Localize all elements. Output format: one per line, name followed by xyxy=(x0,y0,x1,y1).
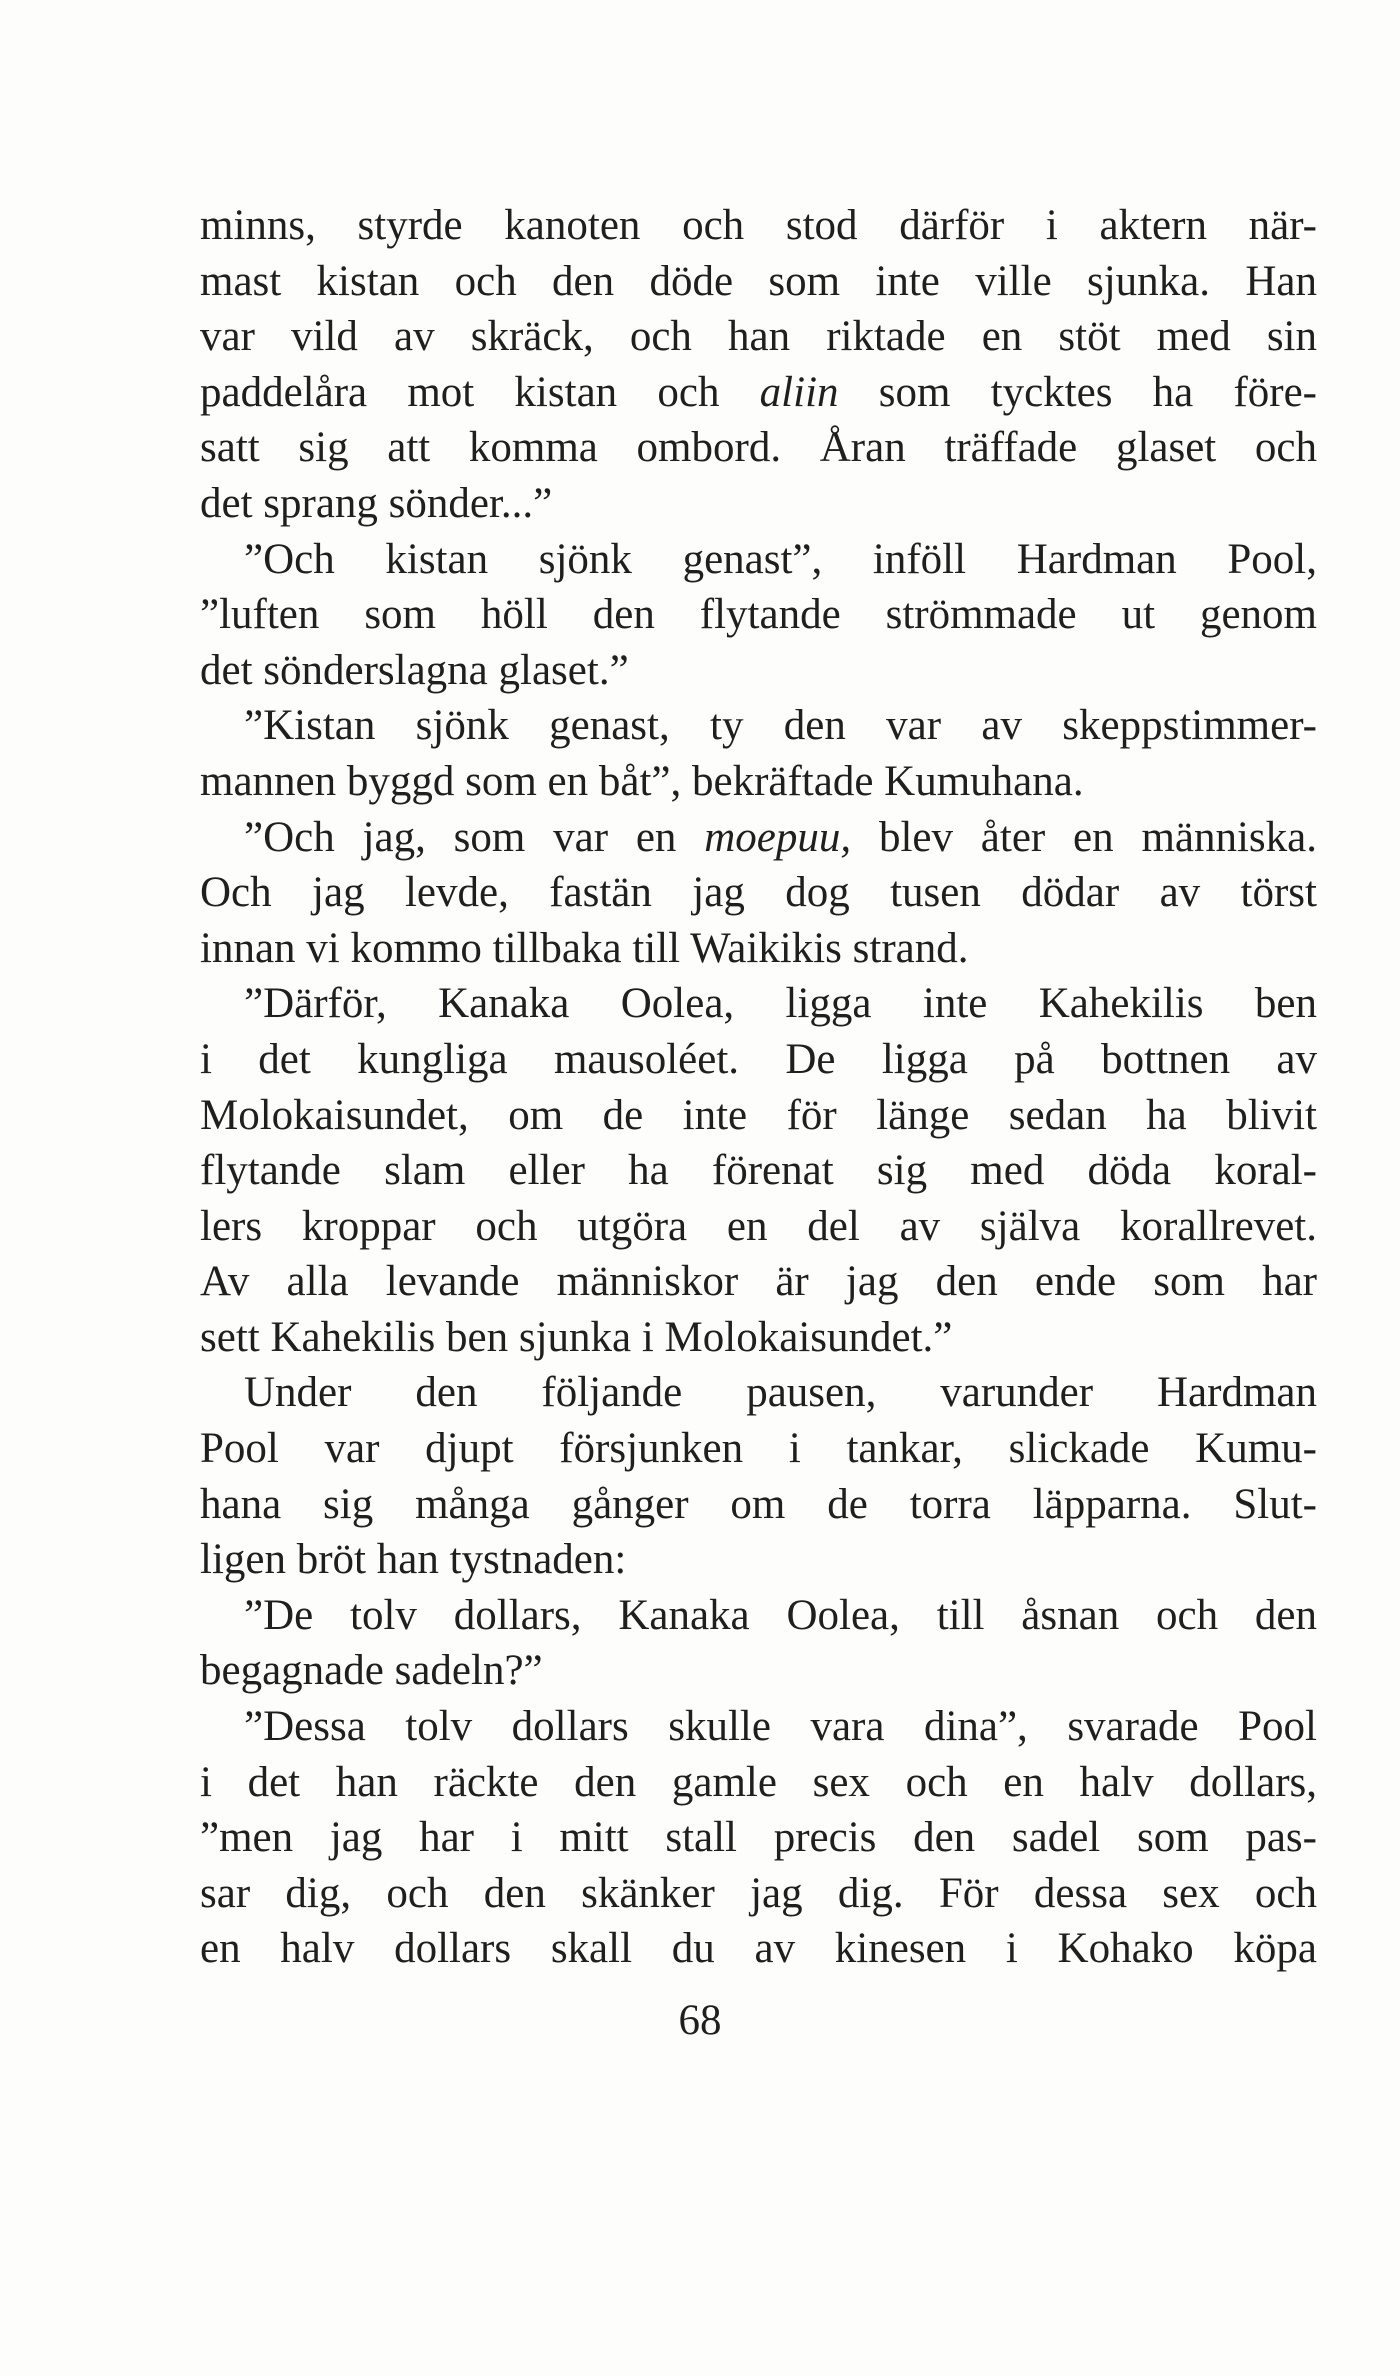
text-line: Molokaisundet, om de inte för länge sedan ha blivit xyxy=(200,1091,1317,1139)
text-line: ”Kistan sjönk genast, ty den var av skeppstimmer- xyxy=(244,702,1317,750)
italic-word: moepuu, xyxy=(704,813,852,861)
text-line: ”men jag har i mitt stall precis den sadel som pas- xyxy=(200,1814,1317,1862)
text-line: ”Dessa tolv dollars skulle vara dina”, svarade Pool xyxy=(244,1703,1317,1751)
text-line: ”luften som höll den flytande strömmade ut genom xyxy=(200,591,1317,639)
text-line: lers kroppar och utgöra en del av själva korallrevet. xyxy=(200,1202,1317,1250)
text-line: Av alla levande människor är jag den ende som har xyxy=(200,1258,1317,1306)
text-line: sar dig, och den skänker jag dig. För dessa sex och xyxy=(200,1869,1317,1917)
text-line: hana sig många gånger om de torra läpparna. Slut- xyxy=(200,1480,1317,1528)
text-line: satt sig att komma ombord. Åran träffade glaset och xyxy=(200,424,1317,472)
text-span: blev åter en människa. xyxy=(851,813,1317,861)
text-line: mast kistan och den döde som inte ville sjunka. Han xyxy=(200,257,1317,305)
text-line xyxy=(200,365,1317,421)
text-line: flytande slam eller ha förenat sig med döda koral- xyxy=(200,1147,1317,1195)
text-span: paddelåra mot kistan och xyxy=(200,368,760,416)
text-line: minns, styrde kanoten och stod därför i aktern när- xyxy=(200,202,1317,249)
text-line: en halv dollars skall du av kinesen i Kohako köpa xyxy=(200,1925,1317,1973)
text-line: mannen byggd som en båt”, bekräftade Kumuhana. xyxy=(200,757,1084,805)
text-span: som tycktes ha före- xyxy=(838,368,1317,416)
text-line: ”Och kistan sjönk genast”, inföll Hardman Pool, xyxy=(244,535,1317,583)
text-line: sett Kahekilis ben sjunka i Molokaisundet.” xyxy=(200,1313,953,1361)
text-line: begagnade sadeln?” xyxy=(200,1647,543,1695)
text-line: det sprang sönder...” xyxy=(200,479,553,527)
text-line: ”De tolv dollars, Kanaka Oolea, till åsnan och den xyxy=(244,1591,1317,1639)
page-body-text xyxy=(200,198,1317,1977)
text-line: innan vi kommo tillbaka till Waikikis strand. xyxy=(200,924,969,972)
text-line: var vild av skräck, och han riktade en stöt med sin xyxy=(200,313,1317,361)
text-line: Pool var djupt försjunken i tankar, slickade Kumu- xyxy=(200,1425,1317,1473)
text-line: Och jag levde, fastän jag dog tusen dödar av törst xyxy=(200,869,1317,917)
italic-word: aliin xyxy=(759,368,839,416)
text-line xyxy=(200,810,1317,866)
text-line: i det kungliga mausoléet. De ligga på bottnen av xyxy=(200,1035,1317,1083)
text-line: ”Därför, Kanaka Oolea, ligga inte Kahekilis ben xyxy=(244,980,1317,1028)
page-number: 68 xyxy=(678,1997,722,2044)
text-line: det sönderslagna glaset.” xyxy=(200,646,629,694)
text-line: ligen bröt han tystnaden: xyxy=(200,1536,627,1584)
text-span: ”Och jag, som var en xyxy=(244,813,705,861)
text-line: Under den följande pausen, varunder Hardman xyxy=(244,1369,1317,1417)
text-line: i det han räckte den gamle sex och en halv dollars, xyxy=(200,1758,1317,1806)
